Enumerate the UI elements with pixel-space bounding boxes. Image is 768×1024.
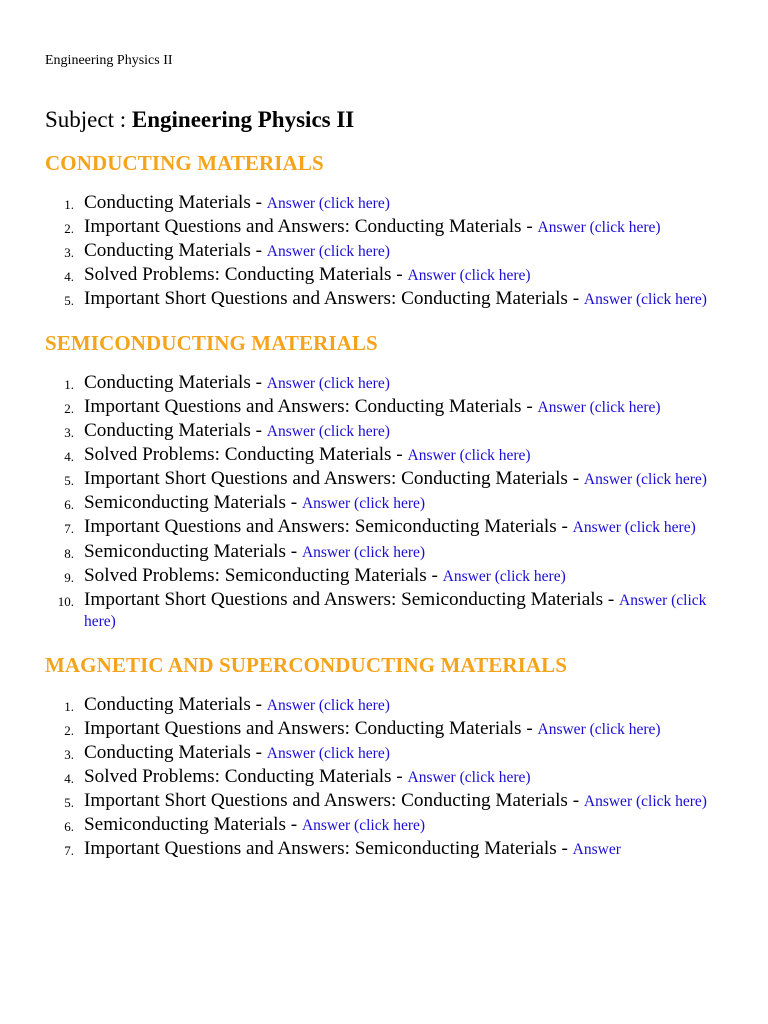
list-item-number: 4. (64, 449, 74, 465)
list-item (45, 421, 725, 443)
question-list (45, 193, 725, 311)
list-item-number: 5. (64, 473, 74, 489)
list-item (45, 493, 725, 515)
list-item-text: Conducting Materials - (84, 693, 267, 715)
list-item-number: 2. (64, 400, 74, 416)
list-item-text: Important Questions and Answers: Semiconducting Materials - (84, 516, 573, 538)
list-item (45, 265, 725, 287)
list-item-number: 9. (64, 569, 74, 585)
answer-link[interactable]: Answer (click here) (301, 817, 426, 835)
list-item-number: 4. (64, 269, 74, 285)
answer-link[interactable]: Answer (click here) (266, 243, 390, 261)
list-item (45, 469, 725, 491)
answer-link[interactable]: Answer (click here) (266, 423, 390, 441)
list-item-number: 3. (64, 425, 74, 441)
answer-link[interactable]: Answer (click here) (442, 567, 566, 585)
list-item-number: 5. (64, 293, 74, 309)
answer-link[interactable]: Answer (click here) (266, 696, 390, 714)
answer-link[interactable]: Answer (click here) (583, 291, 707, 309)
answer-link[interactable]: Answer (click here) (537, 219, 661, 237)
list-item (45, 767, 725, 789)
answer-link[interactable]: Answer (click here) (583, 471, 707, 489)
list-item (45, 397, 725, 419)
list-item-text: Important Short Questions and Answers: Conducting Materials - (84, 790, 584, 812)
list-item (45, 566, 725, 588)
list-item-text: Semiconducting Materials - (84, 540, 302, 562)
list-item-number: 5. (64, 795, 74, 811)
list-item-text: Important Questions and Answers: Conducting Materials - (84, 395, 538, 417)
answer-link[interactable]: Answer (click here) (537, 720, 661, 738)
subject-prefix: Subject : (45, 107, 132, 132)
list-item-number: 1. (64, 197, 74, 212)
list-item-number: 2. (64, 221, 74, 237)
list-item (45, 791, 725, 813)
list-item (45, 289, 725, 311)
list-item-text: Important Short Questions and Answers: Conducting Materials - (84, 288, 584, 310)
list-item-text: Solved Problems: Semiconducting Materials - (84, 564, 443, 586)
answer-link[interactable]: Answer (click here) (407, 447, 531, 465)
answer-link[interactable]: Answer (click here) (266, 744, 390, 762)
list-item-number: 6. (64, 497, 74, 513)
answer-link[interactable]: Answer (click here) (583, 793, 707, 811)
subject-name: Engineering Physics II (131, 107, 355, 132)
subject-line (45, 105, 354, 135)
answer-link[interactable]: Answer (click here) (266, 374, 390, 392)
list-item (45, 815, 725, 837)
list-item-number: 3. (64, 245, 74, 261)
list-item-number: 1. (64, 376, 74, 392)
list-item-text: Important Questions and Answers: Semiconducting Materials - (84, 838, 573, 860)
list-item (45, 517, 725, 539)
list-item-number: 1. (64, 698, 74, 714)
answer-link[interactable]: Answer (572, 841, 621, 859)
list-item-text: Conducting Materials - (84, 371, 267, 393)
answer-link[interactable]: Answer (click here) (301, 543, 426, 561)
list-item-text: Solved Problems: Conducting Materials - (84, 444, 408, 466)
content (45, 150, 725, 880)
list-item (45, 542, 725, 564)
list-item-text: Semiconducting Materials - (84, 814, 302, 836)
list-item-number: 8. (64, 545, 74, 561)
answer-link[interactable]: Answer (click here) (407, 267, 531, 285)
list-item-number: 7. (64, 843, 74, 859)
list-item-text: Conducting Materials - (84, 192, 267, 213)
list-item (45, 445, 725, 467)
answer-link[interactable]: Answer (click here) (407, 769, 531, 786)
list-item-text: Important Questions and Answers: Conducting Materials - (84, 216, 538, 238)
list-item-text: Important Questions and Answers: Conducting Materials - (84, 717, 538, 739)
list-item-text: Conducting Materials - (84, 420, 267, 442)
list-item-number: 2. (64, 722, 74, 738)
list-item (45, 590, 725, 633)
list-item (45, 373, 725, 395)
list-item-text: Solved Problems: Conducting Materials - (84, 766, 408, 787)
list-item-text: Conducting Materials - (84, 240, 267, 262)
list-item-text: Semiconducting Materials - (84, 492, 302, 514)
list-item-number: 4. (64, 771, 74, 786)
list-item (45, 193, 725, 215)
list-item-text: Solved Problems: Conducting Materials - (84, 264, 408, 286)
answer-link[interactable]: Answer (click here) (537, 398, 661, 416)
answer-link[interactable]: Answer (click here) (301, 495, 426, 513)
list-item-text: Conducting Materials - (84, 741, 267, 763)
answer-link[interactable]: Answer (click here) (84, 591, 707, 631)
list-item (45, 743, 725, 765)
list-item (45, 719, 725, 741)
list-item-text: Important Short Questions and Answers: Conducting Materials - (84, 468, 584, 490)
answer-link[interactable]: Answer (click here) (266, 195, 390, 212)
question-list (45, 695, 725, 861)
section-heading: MAGNETIC AND SUPERCONDUCTING MATERIALS (45, 652, 568, 677)
list-item-number: 6. (64, 819, 74, 835)
list-item-text: Important Short Questions and Answers: Semiconducting Materials - (84, 588, 620, 610)
section-heading: CONDUCTING MATERIALS (45, 151, 324, 175)
list-item (45, 241, 725, 263)
list-item-number: 7. (64, 521, 74, 537)
list-item (45, 217, 725, 239)
section-heading: SEMICONDUCTING MATERIALS (45, 330, 378, 355)
question-list (45, 373, 725, 633)
list-item-number: 3. (64, 746, 74, 762)
list-item-number: 10. (57, 593, 74, 609)
list-item (45, 695, 725, 717)
list-item (45, 839, 725, 861)
running-header: Engineering Physics II (45, 53, 173, 68)
answer-link[interactable]: Answer (click here) (572, 519, 696, 537)
